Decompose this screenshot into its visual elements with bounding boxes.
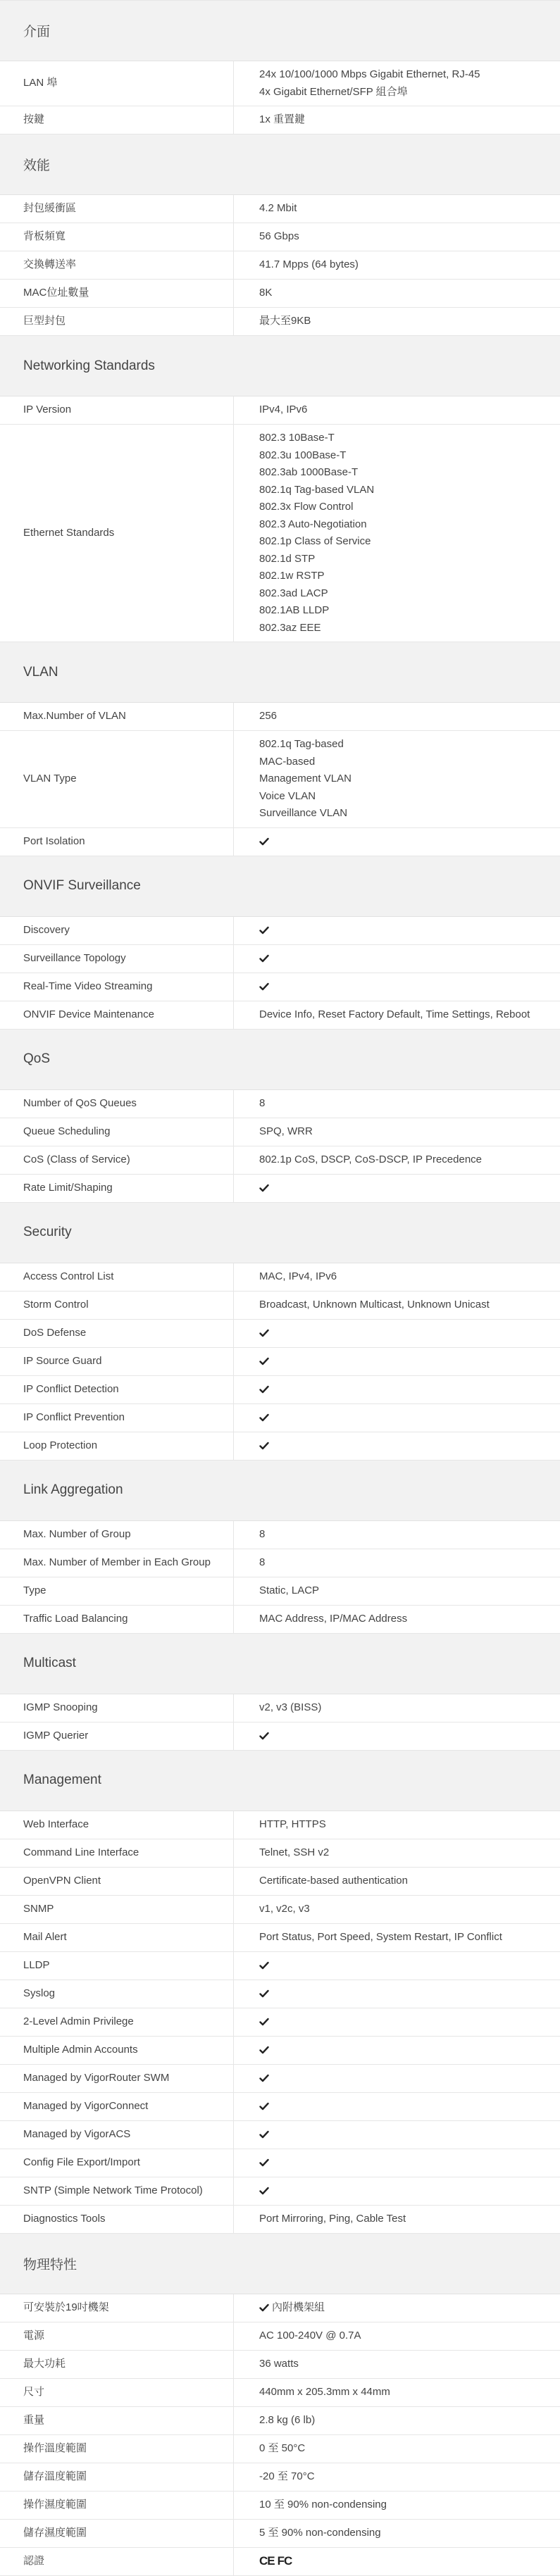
- spec-label: IP Source Guard: [0, 1348, 234, 1375]
- spec-value: [234, 280, 560, 307]
- spec-value: [234, 1952, 560, 1980]
- checkmark-icon: [259, 2102, 269, 2111]
- section-title: Management: [0, 1751, 560, 1811]
- spec-section: [0, 1, 560, 135]
- spec-row: [0, 1292, 560, 1320]
- checkmark-icon: [259, 837, 269, 846]
- spec-value: [234, 2177, 560, 2205]
- spec-value-line: 802.1w RSTP: [259, 570, 325, 582]
- spec-value: [234, 2548, 560, 2575]
- spec-value: [234, 2379, 560, 2406]
- checkmark-icon: [259, 1442, 269, 1450]
- spec-row: [0, 2008, 560, 2037]
- spec-row: [0, 396, 560, 425]
- spec-label: Number of QoS Queues: [0, 1090, 234, 1118]
- spec-value: [234, 1839, 560, 1867]
- spec-row: [0, 2322, 560, 2351]
- spec-value: [234, 1521, 560, 1549]
- spec-section: [0, 1751, 560, 2234]
- spec-value: [234, 2093, 560, 2120]
- spec-value: [234, 945, 560, 973]
- ce-mark-icon: CE: [259, 2553, 275, 2568]
- spec-row: [0, 106, 560, 135]
- spec-section: [0, 1634, 560, 1751]
- spec-section: [0, 642, 560, 856]
- spec-row: [0, 703, 560, 731]
- spec-value-line: Static, LACP: [259, 1584, 320, 1596]
- spec-label: ONVIF Device Maintenance: [0, 1001, 234, 1029]
- spec-value: [234, 2491, 560, 2519]
- spec-row: [0, 2463, 560, 2491]
- spec-row: [0, 828, 560, 856]
- spec-value-line: 440mm x 205.3mm x 44mm: [259, 2385, 390, 2398]
- spec-row: [0, 945, 560, 973]
- spec-label: Diagnostics Tools: [0, 2206, 234, 2233]
- spec-value: [234, 2008, 560, 2036]
- spec-label: CoS (Class of Service): [0, 1146, 234, 1174]
- spec-value-line: Telnet, SSH v2: [259, 1846, 330, 1858]
- spec-label: IP Version: [0, 396, 234, 424]
- spec-label: Web Interface: [0, 1811, 234, 1839]
- spec-value-line: 10 至 90% non-condensing: [259, 2498, 387, 2511]
- spec-value-line: 256: [259, 710, 278, 723]
- spec-label: 交換轉送率: [0, 251, 234, 279]
- spec-value: [234, 2407, 560, 2434]
- checkmark-icon: [259, 2158, 269, 2167]
- spec-value-line: 802.3ad LACP: [259, 587, 328, 599]
- spec-label: Traffic Load Balancing: [0, 1606, 234, 1633]
- spec-row: [0, 2379, 560, 2407]
- section-title: 效能: [0, 135, 560, 195]
- spec-value: [234, 1146, 560, 1174]
- spec-value: [234, 1811, 560, 1839]
- section-title: QoS: [0, 1030, 560, 1090]
- spec-section: [0, 1461, 560, 1634]
- spec-value-line: 41.7 Mpps (64 bytes): [259, 258, 359, 271]
- spec-label: SNTP (Simple Network Time Protocol): [0, 2177, 234, 2205]
- spec-row: [0, 731, 560, 828]
- spec-section: [0, 1203, 560, 1461]
- spec-label: IP Conflict Detection: [0, 1376, 234, 1403]
- spec-row: [0, 1432, 560, 1461]
- spec-row: [0, 223, 560, 251]
- spec-label: Managed by VigorRouter SWM: [0, 2065, 234, 2092]
- spec-section: [0, 336, 560, 642]
- spec-value-line: SPQ, WRR: [259, 1125, 313, 1137]
- spec-value: [234, 1376, 560, 1403]
- spec-label: Syslog: [0, 1980, 234, 2008]
- spec-value-line: 802.3u 100Base-T: [259, 449, 347, 461]
- section-title: Networking Standards: [0, 336, 560, 396]
- spec-label: 巨型封包: [0, 308, 234, 335]
- spec-value-line: Port Mirroring, Ping, Cable Test: [259, 2212, 406, 2225]
- spec-label: IGMP Querier: [0, 1722, 234, 1750]
- spec-value: [234, 1175, 560, 1202]
- spec-value-line: 2.8 kg (6 lb): [259, 2413, 316, 2426]
- spec-label: Discovery: [0, 917, 234, 944]
- spec-row: [0, 1606, 560, 1634]
- spec-value-line: 802.3 Auto-Negotiation: [259, 518, 367, 530]
- spec-label: 儲存濕度範圍: [0, 2520, 234, 2547]
- spec-value-line: 8: [259, 1527, 266, 1540]
- spec-row: [0, 308, 560, 336]
- checkmark-icon: [259, 1385, 269, 1394]
- spec-label: IGMP Snooping: [0, 1694, 234, 1722]
- spec-row: [0, 195, 560, 223]
- spec-value: [234, 1263, 560, 1291]
- spec-section: [0, 2234, 560, 2576]
- checkmark-icon: [259, 2130, 269, 2139]
- spec-row: [0, 1980, 560, 2008]
- spec-row: [0, 1404, 560, 1432]
- spec-value-line: 1x 重置鍵: [259, 113, 306, 126]
- spec-row: [0, 1549, 560, 1577]
- spec-label: 操作濕度範圍: [0, 2491, 234, 2519]
- spec-value: [234, 2351, 560, 2378]
- spec-label: Mail Alert: [0, 1924, 234, 1951]
- spec-value-line: 0 至 50°C: [259, 2441, 306, 2454]
- spec-row: [0, 1722, 560, 1751]
- spec-value: [234, 1896, 560, 1923]
- checkmark-icon: [259, 2303, 269, 2312]
- spec-row: [0, 2149, 560, 2177]
- spec-value-line: IPv4, IPv6: [259, 404, 308, 416]
- spec-value-line: Device Info, Reset Factory Default, Time Settings, Reboot: [259, 1008, 530, 1020]
- spec-row: [0, 1952, 560, 1980]
- spec-label: Real-Time Video Streaming: [0, 973, 234, 1001]
- spec-value-line: 最大至9KB: [259, 315, 311, 327]
- spec-label: Port Isolation: [0, 828, 234, 856]
- spec-value-line: MAC, IPv4, IPv6: [259, 1270, 337, 1282]
- spec-section: [0, 856, 560, 1030]
- spec-value-line: 802.3az EEE: [259, 621, 321, 634]
- spec-label: Ethernet Standards: [0, 425, 234, 642]
- spec-section: [0, 135, 560, 336]
- spec-value: [234, 1868, 560, 1895]
- spec-row: [0, 280, 560, 308]
- spec-value: [234, 2206, 560, 2233]
- spec-label: 最大功耗: [0, 2351, 234, 2378]
- section-title: 介面: [0, 1, 560, 61]
- spec-label: Command Line Interface: [0, 1839, 234, 1867]
- spec-value-line: 8: [259, 1556, 266, 1568]
- spec-label: LAN 埠: [0, 61, 234, 106]
- spec-label: Access Control List: [0, 1263, 234, 1291]
- spec-label: Config File Export/Import: [0, 2149, 234, 2177]
- spec-value: [234, 1090, 560, 1118]
- spec-row: [0, 1348, 560, 1376]
- spec-row: [0, 2548, 560, 2576]
- spec-value: [234, 251, 560, 279]
- spec-row: [0, 1811, 560, 1839]
- spec-value-line: 802.1q Tag-based VLAN: [259, 483, 375, 496]
- spec-value-line: 8K: [259, 287, 273, 299]
- spec-value-line: 5 至 90% non-condensing: [259, 2526, 381, 2539]
- checkmark-icon: [259, 1989, 269, 1998]
- spec-value: [234, 1980, 560, 2008]
- spec-value: [234, 2037, 560, 2064]
- spec-row: [0, 917, 560, 945]
- spec-value: [234, 195, 560, 223]
- spec-value-line: 802.1AB LLDP: [259, 604, 330, 616]
- spec-value: [234, 1118, 560, 1146]
- spec-value: [234, 223, 560, 251]
- spec-value-line: 內附機架組: [272, 2301, 325, 2313]
- spec-value-line: 802.3 10Base-T: [259, 432, 335, 444]
- spec-label: SNMP: [0, 1896, 234, 1923]
- spec-value-line: 802.3x Flow Control: [259, 501, 354, 513]
- checkmark-icon: [259, 1357, 269, 1365]
- spec-row: [0, 2294, 560, 2322]
- spec-value: [234, 2294, 560, 2322]
- spec-value: [234, 1549, 560, 1577]
- spec-row: [0, 1577, 560, 1606]
- spec-value-line: -20 至 70°C: [259, 2470, 315, 2482]
- spec-value: [234, 2121, 560, 2149]
- spec-label: Queue Scheduling: [0, 1118, 234, 1146]
- spec-value-line: 4x Gigabit Ethernet/SFP 組合埠: [259, 85, 408, 98]
- spec-label: Managed by VigorConnect: [0, 2093, 234, 2120]
- spec-row: [0, 2491, 560, 2520]
- checkmark-icon: [259, 1329, 269, 1337]
- spec-row: [0, 2037, 560, 2065]
- spec-label: Rate Limit/Shaping: [0, 1175, 234, 1202]
- spec-value-line: Broadcast, Unknown Multicast, Unknown Unicast: [259, 1298, 490, 1311]
- spec-label: Max. Number of Group: [0, 1521, 234, 1549]
- spec-value-line: Management VLAN: [259, 773, 351, 784]
- checkmark-icon: [259, 2018, 269, 2026]
- spec-value-line: HTTP, HTTPS: [259, 1818, 326, 1830]
- spec-row: [0, 1175, 560, 1203]
- spec-row: [0, 1896, 560, 1924]
- spec-value: [234, 1577, 560, 1605]
- spec-value: [234, 1606, 560, 1633]
- spec-row: [0, 2177, 560, 2206]
- checkmark-icon: [259, 1732, 269, 1740]
- spec-row: [0, 2351, 560, 2379]
- spec-value: [234, 2149, 560, 2177]
- spec-row: [0, 1263, 560, 1292]
- spec-value-line: v1, v2c, v3: [259, 1902, 310, 1915]
- spec-value: [234, 828, 560, 856]
- spec-value: [234, 1404, 560, 1432]
- spec-label: DoS Defense: [0, 1320, 234, 1347]
- spec-label: Surveillance Topology: [0, 945, 234, 973]
- spec-label: 認證: [0, 2548, 234, 2575]
- section-title: Multicast: [0, 1634, 560, 1694]
- spec-label: Max.Number of VLAN: [0, 703, 234, 730]
- spec-row: [0, 1924, 560, 1952]
- spec-label: Max. Number of Member in Each Group: [0, 1549, 234, 1577]
- spec-row: [0, 1376, 560, 1404]
- spec-label: Loop Protection: [0, 1432, 234, 1460]
- spec-value-line: 802.1p Class of Service: [259, 535, 371, 547]
- spec-value-line: 802.1d STP: [259, 552, 316, 565]
- spec-row: [0, 1001, 560, 1030]
- spec-value: [234, 1320, 560, 1347]
- spec-row: [0, 2435, 560, 2463]
- spec-row: [0, 2206, 560, 2234]
- spec-row: [0, 1521, 560, 1549]
- spec-value: [234, 731, 560, 827]
- spec-value-line: v2, v3 (BISS): [259, 1701, 322, 1713]
- checkmark-icon: [259, 2187, 269, 2195]
- spec-row: [0, 1868, 560, 1896]
- spec-value: [234, 973, 560, 1001]
- spec-row: [0, 2520, 560, 2548]
- spec-value: [234, 308, 560, 335]
- checkmark-icon: [259, 954, 269, 963]
- spec-label: Managed by VigorACS: [0, 2121, 234, 2149]
- spec-value-line: AC 100-240V @ 0.7A: [259, 2329, 361, 2341]
- spec-value-line: Surveillance VLAN: [259, 807, 348, 819]
- spec-value-line: 802.1q Tag-based: [259, 738, 344, 750]
- spec-label: VLAN Type: [0, 731, 234, 827]
- spec-label: Type: [0, 1577, 234, 1605]
- spec-value: [234, 703, 560, 730]
- spec-label: LLDP: [0, 1952, 234, 1980]
- spec-label: 尺寸: [0, 2379, 234, 2406]
- spec-row: [0, 1118, 560, 1146]
- spec-row: [0, 2065, 560, 2093]
- spec-value: [234, 106, 560, 134]
- spec-value-line: 802.3ab 1000Base-T: [259, 466, 359, 478]
- section-title: ONVIF Surveillance: [0, 856, 560, 917]
- spec-value: [234, 1924, 560, 1951]
- checkmark-icon: [259, 982, 269, 991]
- spec-value: [234, 2435, 560, 2463]
- spec-value: [234, 1722, 560, 1750]
- spec-label: 封包緩衝區: [0, 195, 234, 223]
- spec-label: IP Conflict Prevention: [0, 1404, 234, 1432]
- spec-value: [234, 61, 560, 106]
- checkmark-icon: [259, 1184, 269, 1192]
- checkmark-icon: [259, 2046, 269, 2054]
- spec-label: Storm Control: [0, 1292, 234, 1319]
- spec-value-line: Voice VLAN: [259, 789, 316, 802]
- spec-value-line: Certificate-based authentication: [259, 1874, 408, 1887]
- spec-value: [234, 1432, 560, 1460]
- spec-value: [234, 917, 560, 944]
- spec-label: 按鍵: [0, 106, 234, 134]
- section-title: Link Aggregation: [0, 1461, 560, 1521]
- spec-row: [0, 1694, 560, 1722]
- spec-label: 操作溫度範圍: [0, 2435, 234, 2463]
- checkmark-icon: [259, 1961, 269, 1970]
- spec-value-line: 24x 10/100/1000 Mbps Gigabit Ethernet, RJ-45: [259, 68, 480, 80]
- spec-value: [234, 1348, 560, 1375]
- spec-value-line: 36 watts: [259, 2357, 299, 2370]
- section-title: Security: [0, 1203, 560, 1263]
- spec-value: [234, 2463, 560, 2491]
- spec-label: 背板頻寬: [0, 223, 234, 251]
- spec-value: [234, 2520, 560, 2547]
- section-title: VLAN: [0, 642, 560, 703]
- spec-value-line: Port Status, Port Speed, System Restart, IP Conflict: [259, 1930, 502, 1943]
- spec-value: [234, 425, 560, 642]
- spec-label: 重量: [0, 2407, 234, 2434]
- spec-label: OpenVPN Client: [0, 1868, 234, 1895]
- spec-value-line: 8: [259, 1096, 266, 1109]
- spec-row: [0, 2407, 560, 2435]
- checkmark-icon: [259, 926, 269, 934]
- spec-label: 可安裝於19吋機架: [0, 2294, 234, 2322]
- spec-row: [0, 2093, 560, 2121]
- spec-label: 電源: [0, 2322, 234, 2350]
- spec-label: MAC位址數量: [0, 280, 234, 307]
- spec-row: [0, 251, 560, 280]
- spec-row: [0, 973, 560, 1001]
- spec-row: [0, 2121, 560, 2149]
- spec-row: [0, 1839, 560, 1868]
- fc-mark-icon: FC: [277, 2553, 292, 2568]
- section-title: 物理特性: [0, 2234, 560, 2294]
- spec-value-line: MAC-based: [259, 755, 316, 768]
- spec-row: [0, 61, 560, 106]
- spec-section: [0, 1030, 560, 1203]
- spec-row: [0, 425, 560, 642]
- spec-value: [234, 1694, 560, 1722]
- spec-row: [0, 1146, 560, 1175]
- spec-value: [234, 1292, 560, 1319]
- spec-value-line: 56 Gbps: [259, 230, 299, 243]
- spec-value: [234, 2322, 560, 2350]
- spec-value: [234, 2065, 560, 2092]
- checkmark-icon: [259, 2074, 269, 2082]
- spec-value-line: 802.1p CoS, DSCP, CoS-DSCP, IP Precedence: [259, 1153, 483, 1165]
- spec-label: 儲存溫度範圍: [0, 2463, 234, 2491]
- spec-value-line: MAC Address, IP/MAC Address: [259, 1612, 408, 1625]
- certification-logos: [259, 2553, 292, 2570]
- spec-label: Multiple Admin Accounts: [0, 2037, 234, 2064]
- spec-row: [0, 1090, 560, 1118]
- spec-value: [234, 1001, 560, 1029]
- spec-row: [0, 1320, 560, 1348]
- spec-label: 2-Level Admin Privilege: [0, 2008, 234, 2036]
- spec-value-line: 4.2 Mbit: [259, 202, 297, 215]
- checkmark-icon: [259, 1413, 269, 1422]
- spec-value: [234, 396, 560, 424]
